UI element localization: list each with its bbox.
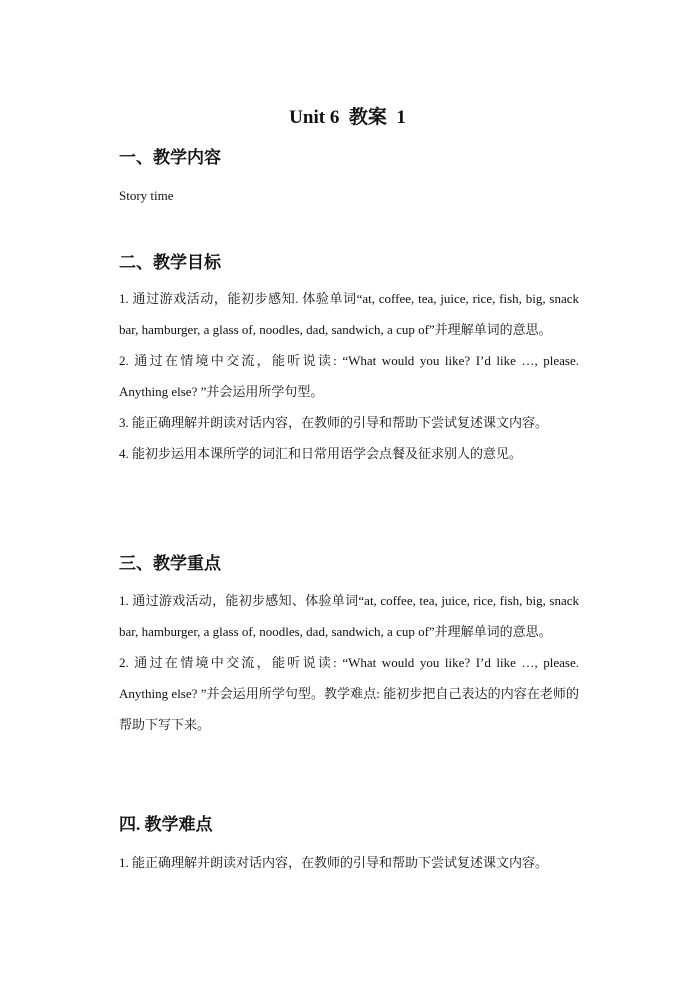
section-heading-key-points: 三、教学重点 xyxy=(119,554,221,573)
list-item: 1. 通过游戏活动，能初步感知. 体验单词“at, coffee, tea, juice, rice, fish, big, snack bar, hamburger, a glass of, noodles, dad, sandwich, a cup of”并理解单词的意思。 xyxy=(119,291,579,337)
objectives-list xyxy=(119,283,579,469)
list-item: 3. 能正确理解并朗读对话内容，在教师的引导和帮助下尝试复述课文内容。 xyxy=(119,415,549,430)
section-body-content: Story time xyxy=(119,188,174,203)
difficulties-list xyxy=(119,847,579,878)
document-title: Unit 6 教案 1 xyxy=(289,107,406,128)
section-heading-difficulties: 四. 教学难点 xyxy=(119,815,213,834)
section-heading-content: 一、教学内容 xyxy=(119,148,221,167)
list-item: 1. 通过游戏活动，能初步感知、体验单词“at, coffee, tea, juice, rice, fish, big, snack bar, hamburger, a glass of, noodles, dad, sandwich, a cup of”并理解单词的意思。 xyxy=(119,593,579,639)
section-heading-objectives: 二、教学目标 xyxy=(119,253,221,272)
list-item: 4. 能初步运用本课所学的词汇和日常用语学会点餐及征求别人的意见。 xyxy=(119,446,523,461)
list-item: 2. 通过在情境中交流，能听说读: “What would you like? I’d like …, please. Anything else? ”并会运用所学句型。教学难点: 能初步把自己表达的内容在老师的帮助下写下来。 xyxy=(119,655,579,732)
list-item: 2. 通过在情境中交流，能听说读: “What would you like? I’d like …, please. Anything else? ”并会运用所学句型。 xyxy=(119,353,579,399)
key-points-list xyxy=(119,585,579,740)
list-item: 1. 能正确理解并朗读对话内容，在教师的引导和帮助下尝试复述课文内容。 xyxy=(119,855,549,870)
